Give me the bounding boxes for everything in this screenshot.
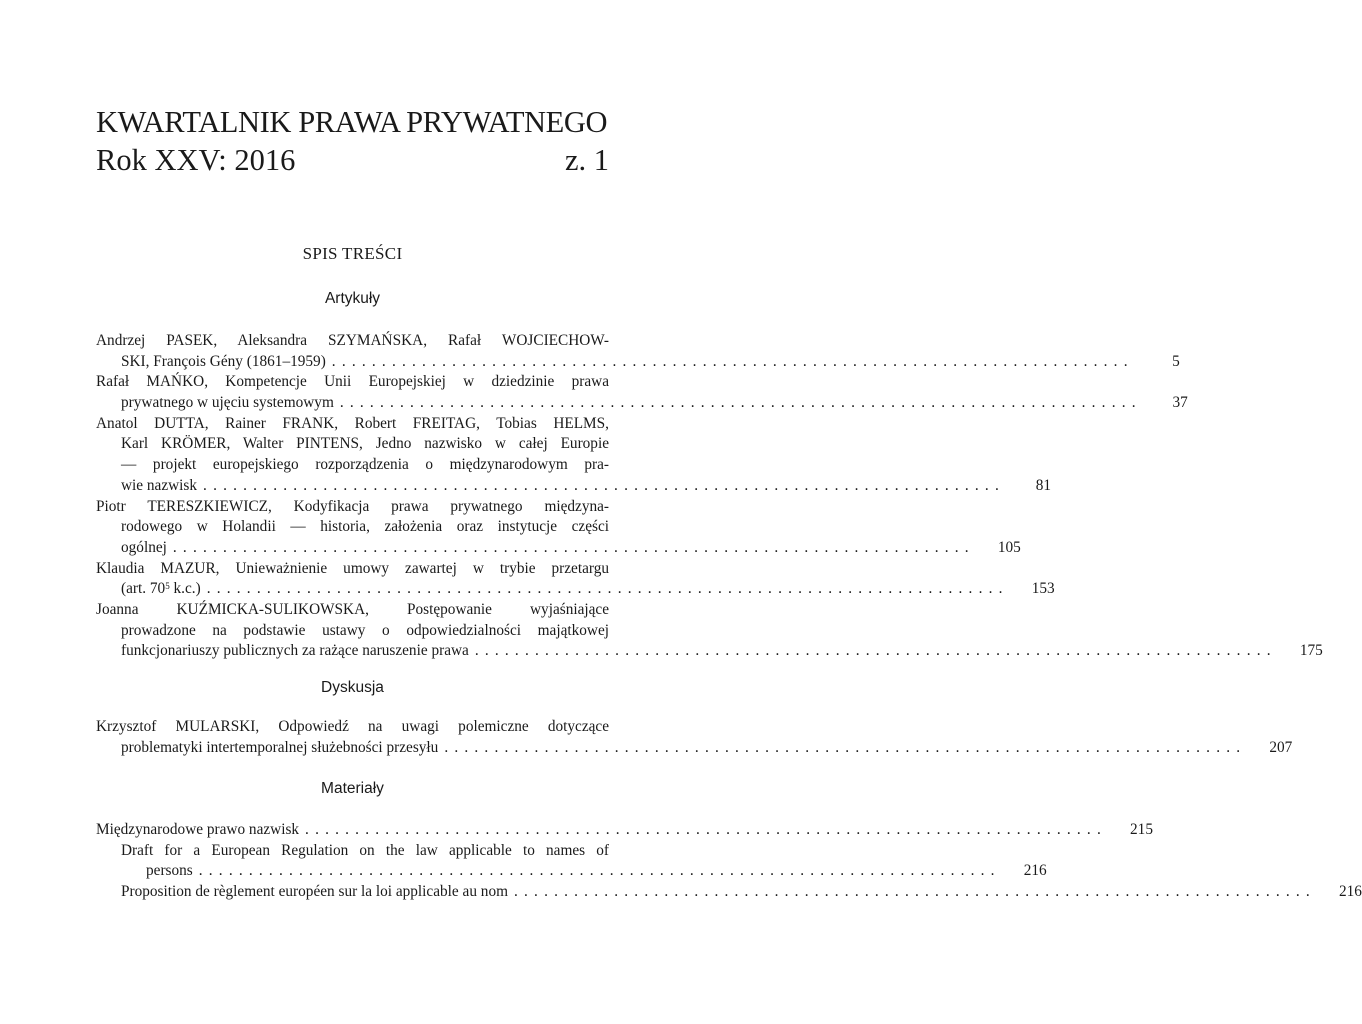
dot-leader: ................................................................................ — [203, 476, 1005, 494]
entry-text: Proposition de règlement européen sur la loi applicable au nom — [121, 883, 508, 901]
dot-leader: ................................................................................ — [514, 883, 1316, 901]
entry-leader-line — [96, 476, 1051, 497]
entry-line: Krzysztof MULARSKI, Odpowiedź na uwagi polemiczne dotyczące — [96, 718, 609, 735]
toc-entry-pasek[interactable] — [96, 331, 1180, 372]
toc-entry-kuzmicka[interactable] — [96, 600, 1323, 662]
articles-list — [96, 331, 1323, 662]
dot-leader: ................................................................................ — [444, 738, 1247, 756]
page-number: 216 — [1023, 862, 1047, 880]
entry-leader-line — [96, 882, 1362, 903]
toc-entry-proposition[interactable] — [96, 882, 1362, 903]
entry-text: prywatnego w ujęciu systemowym — [121, 394, 334, 412]
entry-text: SKI, François Gény (1861–1959) — [121, 352, 326, 370]
discussion-list — [96, 717, 1293, 758]
journal-header — [96, 104, 609, 178]
toc-entry-mazur[interactable] — [96, 559, 1055, 600]
entry-leader-line — [96, 579, 1055, 600]
entry-text: problematyki intertemporalnej służebności przesyłu — [121, 738, 439, 756]
journal-title: KWARTALNIK PRAWA PRYWATNEGO — [96, 105, 608, 139]
issue-line — [96, 142, 609, 178]
page-number: 81 — [1035, 476, 1051, 494]
entry-leader-line — [96, 738, 1293, 759]
dot-leader: ................................................................................ — [339, 394, 1142, 412]
dot-leader: ................................................................................ — [474, 642, 1277, 660]
entry-text: ogólnej — [121, 538, 167, 556]
entry-line: Anatol DUTTA, Rainer FRANK, Robert FREITAG, Tobias HELMS, — [96, 414, 609, 432]
page-number: 175 — [1299, 642, 1323, 660]
entry-line: Piotr TERESZKIEWICZ, Kodyfikacja prawa prywatnego międzyna- — [96, 497, 609, 515]
entry-line: Karl KRÖMER, Walter PINTENS, Jedno nazwisko w całej Europie — [121, 435, 609, 453]
dot-leader: ................................................................................ — [172, 538, 975, 556]
page-number: 153 — [1031, 580, 1055, 598]
entry-leader-line — [96, 820, 1153, 841]
dot-leader: ................................................................................ — [331, 352, 1134, 370]
toc-entry-manko[interactable] — [96, 372, 1188, 413]
entry-leader-line — [96, 538, 1021, 559]
toc-entry-dutta[interactable] — [96, 414, 1051, 497]
entry-text: wie nazwisk — [121, 476, 198, 494]
page-number: 37 — [1172, 394, 1188, 412]
entry-line: prowadzone na podstawie ustawy o odpowiedzialności majątkowej — [121, 621, 609, 639]
dot-leader: ................................................................................ — [206, 580, 1009, 598]
entry-text-prefix: (art. 70 — [121, 580, 166, 598]
materials-list — [96, 820, 1362, 903]
section-title-articles: Artykuły — [324, 290, 381, 307]
toc-entry-draft[interactable] — [96, 841, 1047, 882]
volume-year: Rok XXV: 2016 — [96, 143, 296, 177]
issue-number: z. 1 — [564, 143, 609, 177]
entry-text-suffix: k.c.) — [169, 580, 201, 598]
entry-leader-line — [96, 352, 1180, 373]
page-number: 105 — [997, 538, 1021, 556]
entry-line: Klaudia MAZUR, Unieważnienie umowy zawartej w trybie przetargu — [96, 559, 609, 577]
entry-text: Międzynarodowe prawo nazwisk — [96, 821, 300, 838]
entry-line: Andrzej PASEK, Aleksandra SZYMAŃSKA, Rafał WOJCIECHOW- — [96, 332, 609, 349]
entry-leader-line — [96, 393, 1188, 414]
page-number: 207 — [1269, 738, 1293, 756]
entry-text: persons — [146, 862, 193, 880]
page-number: 216 — [1338, 883, 1362, 901]
dot-leader: ................................................................................ — [198, 862, 1001, 880]
entry-line: Joanna KUŹMICKA-SULIKOWSKA, Postępowanie wyjaśniające — [96, 600, 609, 618]
entry-leader-line — [96, 861, 1047, 882]
entry-line: Draft for a European Regulation on the law applicable to names of — [121, 841, 609, 859]
entry-line: rodowego w Holandii — historia, założenia oraz instytucje części — [121, 518, 609, 536]
page-number: 215 — [1130, 821, 1153, 838]
entry-text — [121, 579, 201, 600]
superscript: 5 — [165, 581, 170, 592]
page-number: 5 — [1172, 352, 1180, 370]
toc-entry-names-law[interactable] — [96, 820, 1153, 841]
toc-entry-mularski[interactable] — [96, 717, 1293, 758]
entry-leader-line — [96, 641, 1323, 662]
entry-text: funkcjonariuszy publicznych za rażące naruszenie prawa — [121, 642, 469, 660]
entry-line: — projekt europejskiego rozporządzenia o międzynarodowym pra- — [121, 456, 609, 474]
section-title-materials: Materiały — [321, 780, 384, 797]
toc-heading: SPIS TREŚCI — [302, 244, 403, 263]
dot-leader: ................................................................................ — [305, 821, 1107, 838]
section-title-discussion: Dyskusja — [321, 679, 384, 696]
entry-line: Rafał MAŃKO, Kompetencje Unii Europejskiej w dziedzinie prawa — [96, 373, 609, 391]
toc-entry-tereszkiewicz[interactable] — [96, 497, 1021, 559]
